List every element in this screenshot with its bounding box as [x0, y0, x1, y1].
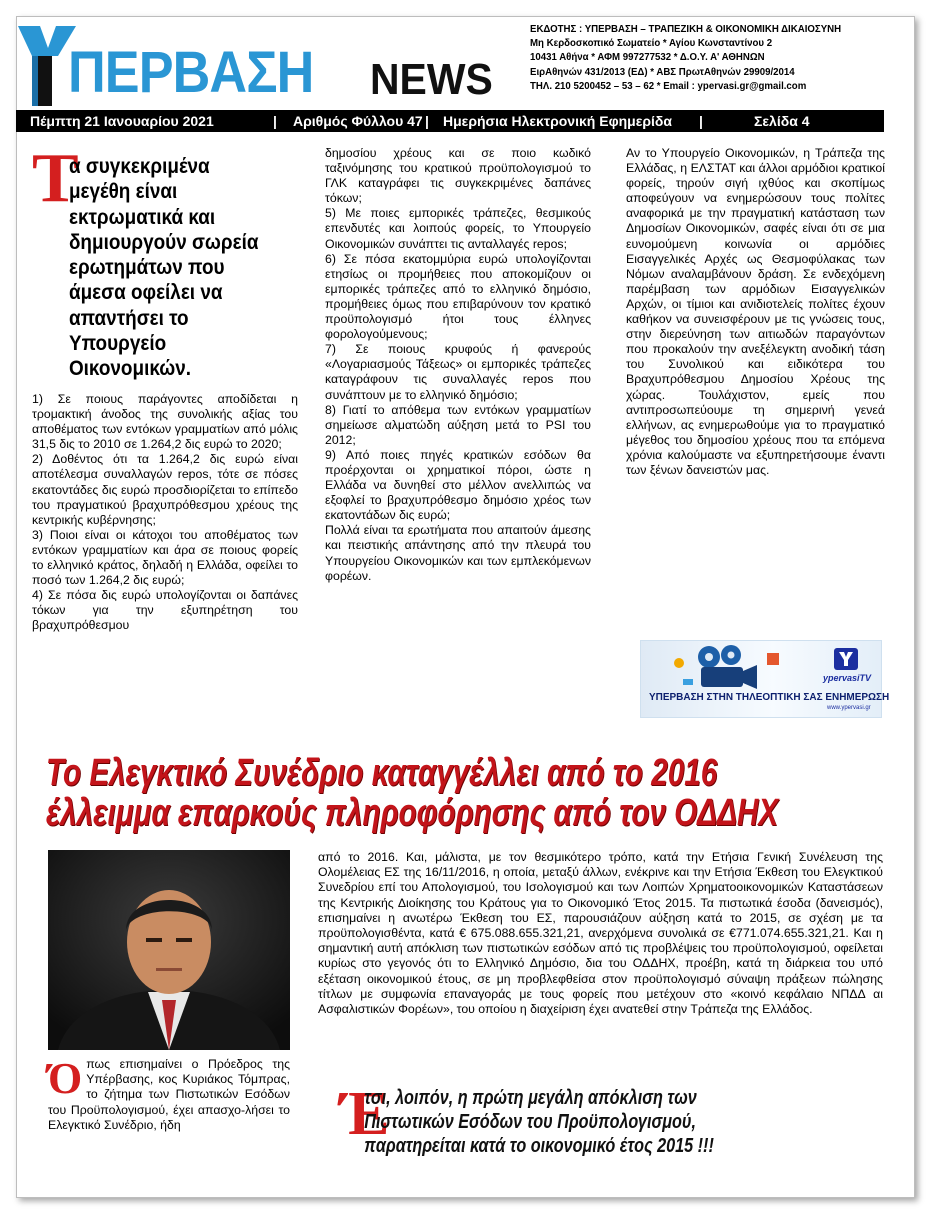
lead-line: Υπουργείο — [68, 331, 167, 356]
question-paragraph: δημοσίου χρέους και σε ποιο κωδικό ταξινόμησης του κρατικού προϋπολογισμού το ΓΛΚ καταγράφει τις συγκεκριμένες δαπάνες τόκων; — [325, 146, 591, 206]
ypervasi-tv-logo-icon — [833, 647, 859, 671]
issue-number: Αριθμός Φύλλου 47 — [293, 113, 423, 129]
body-paragraph: Αν το Υπουργείο Οικονομικών, η Τράπεζα της Ελλάδας, η ΕΛΣΤΑΤ και άλλοι αρμόδιοι κρατικοί φορείς, τηρούν σιγή ιχθύος και σκοπίμως αποφεύγουν να ενημερώσουν τους πολίτες αναφορικά με την πραγματική κατάσταση των Δημοσίων Οικονομικών, σαφές είναι ότι σε μια ευνομούμενη κοινωνία οι αρμόδιες Εισαγγελικές Αρχές ως Θεσμοφύλακας των Νόμων αναλαμβάνουν δράση. Σε ενδεχόμενη παρέμβαση των αρμόδιων Εισαγγελικών Αρχών, οι τίμιοι και ανιδιοτελείς πολίτες έχουν καθήκον να συνεισφέρουν με τις γνώσεις τους, στην διερεύνηση των αιτιωδών παραγόντων που προκαλούν την ανεξέλεγκτη ανοδική τάση του Συνολικού και ειδικότερα του Βραχυπρόθεσμου Δημοσίου Χρέους της χώρας. Τουλάχιστον, εμείς που αντιπροσωπεύουμε τη σημερινή γενεά ελλήνων, ας ενημερωθούμε για το πραγματικό μέγεθος του δημοσίου χρέους που τα επόμενα χρόνια καλούμαστε να εξυπηρετήσουμε έναντι των ξένων δανειστών μας. — [626, 146, 885, 477]
publisher-line: ΤΗΛ. 210 5200452 – 53 – 62 * Email : ypervasi.gr@gmail.com — [530, 79, 807, 92]
lead-line: μεγέθη είναι — [68, 179, 178, 204]
pull-quote — [340, 1080, 870, 1158]
publisher-info — [530, 22, 895, 93]
caption-drop-cap: Ό — [48, 1054, 83, 1103]
question-paragraph: 5) Με ποιες εμπορικές τράπεζες, θεσμικούς επενδυτές και λοιπούς φορείς, το Υπουργείο Οικονομικών συνάπτει τις ανταλλαγές repos; — [325, 206, 591, 251]
question-paragraph: 1) Σε ποιους παράγοντες αποδίδεται η τρομακτική άνοδος της συνολικής αξίας του αποθέματος των εντόκων γραμματίων από μόλις 31,5 δις το 2010 σε 1.264,2 δις ευρώ το 2020; — [32, 392, 298, 452]
question-paragraph: 8) Γιατί το απόθεμα των εντόκων γραμματίων σημείωσε αλματώδη αύξηση μετά το PSI του 2012; — [325, 402, 591, 447]
film-camera-icon — [671, 643, 791, 693]
page-number: Σελίδα 4 — [754, 113, 810, 129]
lead-line: ερωτημάτων που — [68, 255, 225, 280]
headline-line: έλλειμμα επαρκούς πληροφόρησης από τον ΟΔΔΗΧ — [46, 792, 779, 834]
president-photo — [48, 850, 290, 1050]
column-3 — [626, 146, 885, 478]
publisher-line: 10431 Αθήνα * ΑΦΜ 997277532 * Δ.Ο.Υ. Α' ΑΘΗΝΩΝ — [530, 51, 765, 64]
tv-banner-url: www.ypervasi.gr — [827, 705, 871, 711]
column-2 — [325, 146, 591, 584]
bar-separator: | — [425, 113, 429, 129]
lead-line: εκτρωματικά και — [68, 204, 216, 229]
quote-line: παρατηρείται κατά το οικονομικό έτος 2015 !!! — [364, 1135, 714, 1157]
masthead-logo — [16, 24, 491, 106]
question-paragraph: 7) Σε ποιους κρυφούς ή φανερούς «Λογαριασμούς Τάξεως» οι εμπορικές τράπεζες καταγράφουν τις συναλλαγές repos που συνάπτουν με το ελληνικό δημόσιο; — [325, 342, 591, 402]
caption-text: πως επισημαίνει ο Πρόεδρος της Υπέρβασης, κος Κυριάκος Τόμπρας, το ζήτημα των Πιστωτικών Εσόδων του Προϋπολογισμού, έχει απασχο-λήσει το Ελεγκτικό Συνέδριο, ήδη — [48, 1057, 290, 1132]
logo-word: ΠΕΡΒΑΣΗ — [68, 40, 314, 105]
portrait-image — [48, 850, 290, 1050]
lead-line: δημιουργούν σωρεία — [68, 229, 259, 254]
column-1 — [32, 392, 298, 634]
quote-text — [340, 1080, 867, 1158]
logo-news: NEWS — [370, 55, 493, 104]
lead-line: α συγκεκριμένα — [68, 154, 210, 178]
lead-line: Οικονομικών. — [68, 356, 192, 381]
bar-separator: | — [699, 113, 703, 129]
ypervasi-tv-banner[interactable] — [640, 640, 890, 718]
tv-brand-label: ypervasiTV — [823, 673, 872, 683]
lead-drop-cap: Τ — [32, 140, 79, 217]
publisher-line: ΕΚΔΟΤΗΣ : ΥΠΕΡΒΑΣΗ – ΤΡΑΠΕΖΙΚΗ & ΟΙΚΟΝΟΜΙΚΗ ΔΙΚΑΙΟΣΥΝΗ — [530, 23, 842, 35]
publisher-line: Μη Κερδοσκοπικό Σωματείο * Αγίου Κωνσταντίνου 2 — [530, 37, 773, 50]
closing-paragraph: Πολλά είναι τα ερωτήματα που απαιτούν άμεσης και πειστικής απάντησης από την πλευρά του Υπουργείου Οικονομικών και των εμπλεκόμενων φορέων. — [325, 523, 591, 583]
question-paragraph: 6) Σε πόσα εκατομμύρια ευρώ υπολογίζονται ετησίως οι προμήθειες που αποκομίζουν οι εμπορικές τράπεζες από το ελληνικό δημόσιο, προμήθειες όμως που επιβαρύνουν τον κρατικό προϋπολογισμό ήτοι τους έλληνες φορολογούμενους; — [325, 251, 591, 342]
question-paragraph: 9) Από ποιες πηγές κρατικών εσόδων θα προέρχονται οι χρηματικοί πόροι, ώστε η Ελλάδα να δυνηθεί στο μέλλον ανελλιπώς να εξοφλεί το βραχυπρόθεσμο δημόσιο χρέος των εκατοντάδων δις ευρώ; — [325, 447, 591, 523]
publisher-line: ΕιρΑθηνών 431/2013 (ΕΔ) * ΑΒΣ ΠρωτΑθηνών 29909/2014 — [530, 65, 795, 78]
question-paragraph: 2) Δοθέντος ότι τα 1.264,2 δις ευρώ είναι αποτέλεσμα συναλλαγών repos, τότε σε πόσες εκατοντάδες δις ευρώ προσδιορίζεται το επίπεδο του πραγματικού βραχυπρόθεσμου χρέους της κεντρικής κυβέρνησης; — [32, 452, 298, 527]
bar-separator: | — [273, 113, 277, 129]
issue-date: Πέμπτη 21 Ιανουαρίου 2021 — [30, 113, 214, 129]
lead-text — [32, 140, 333, 382]
quote-line: τσι, λοιπόν, η πρώτη μεγάλη απόκλιση των — [364, 1087, 697, 1109]
tv-banner-text: ΥΠΕΡΒΑΣΗ ΣΤΗΝ ΤΗΛΕΟΠΤΙΚΗ ΣΑΣ ΕΝΗΜΕΡΩΣΗ — [649, 691, 890, 703]
issue-info-bar — [16, 110, 884, 132]
lead-line: απαντήσει το — [68, 305, 189, 330]
photo-caption — [48, 1054, 290, 1133]
publication-type: Ημερήσια Ηλεκτρονική Εφημερίδα — [443, 113, 672, 129]
lead-paragraph — [32, 140, 298, 382]
question-paragraph: 3) Ποιοι είναι οι κάτοχοι του αποθέματος των εντόκων γραμματίων και άρα σε ποιους φορείς το ελληνικό κράτος, δηλαδή η Ελλάδα, οφείλει το ποσό των 1.264,2 δις ευρώ; — [32, 527, 298, 588]
lead-line: άμεσα οφείλει να — [68, 280, 223, 305]
article-headline — [46, 753, 866, 833]
article-body: από το 2016. Και, μάλιστα, με τον θεσμικότερο τρόπο, κατά την Ετήσια Γενική Συνέλευση της Ολομέλειας ΕΣ της 16/11/2016, η οποία, μεταξύ άλλων, ενέκρινε και την Ετήσια Έκθεση του Ελεγκτικού Συνεδρίου επί του Απολογισμού, του Ισολογισμού και των Λοιπών Χρηματοοικονομικών Καταστάσεων της Κεντρικής Διοίκησης του Κράτους για το Οικονομικό Έτος 2015. Τα πιστωτικά έσοδα (δανεισμός), επισημαίνει η ανωτέρω Έκθεση του ΕΣ, παρουσιάζουν αύξηση κατά το 2015, σε σχέση με τα προϋπολογισθέντα, κατά € 675.088.655.321,21, ανερχόμενα συνολικά σε €771.074.655.321,21. Και η σημαντική αυτή απόκλιση των πιστωτικών εσόδων από τις προβλέψεις του προϋπολογισμού, οφείλεται κυρίως στο γεγονός ότι το Ελληνικό Δημόσιο, δια του ΟΔΔΗΧ, προέβη, κατά τη διάρκεια του υπό εξέταση οικονομικού έτους, σε μη προβλεφθείσα στον προϋπολογισμό σύναψη πράξεων πώλησης τίτλων με συμφωνία επαναγοράς με τους φορείς που μετέχουν στο «κοινό κεφάλαιο ΝΠΔΔ αι Ασφαλιστικών Φορέων», του οποίου η διαχείριση έχει ανατεθεί στην Τράπεζα της Ελλάδος. — [318, 850, 883, 1017]
quote-drop-cap: Έ — [340, 1080, 390, 1148]
headline-line: Το Ελεγκτικό Συνέδριο καταγγέλλει από το 2016 — [46, 752, 718, 794]
logo-y-mark — [16, 26, 76, 106]
quote-line: Πιστωτικών Εσόδων του Προϋπολογισμού, — [364, 1111, 696, 1133]
question-paragraph: 4) Σε πόσα δις ευρώ υπολογίζονται οι δαπάνες τόκων για την εξυπηρέτηση του βραχυπρόθεσμου — [32, 588, 298, 633]
